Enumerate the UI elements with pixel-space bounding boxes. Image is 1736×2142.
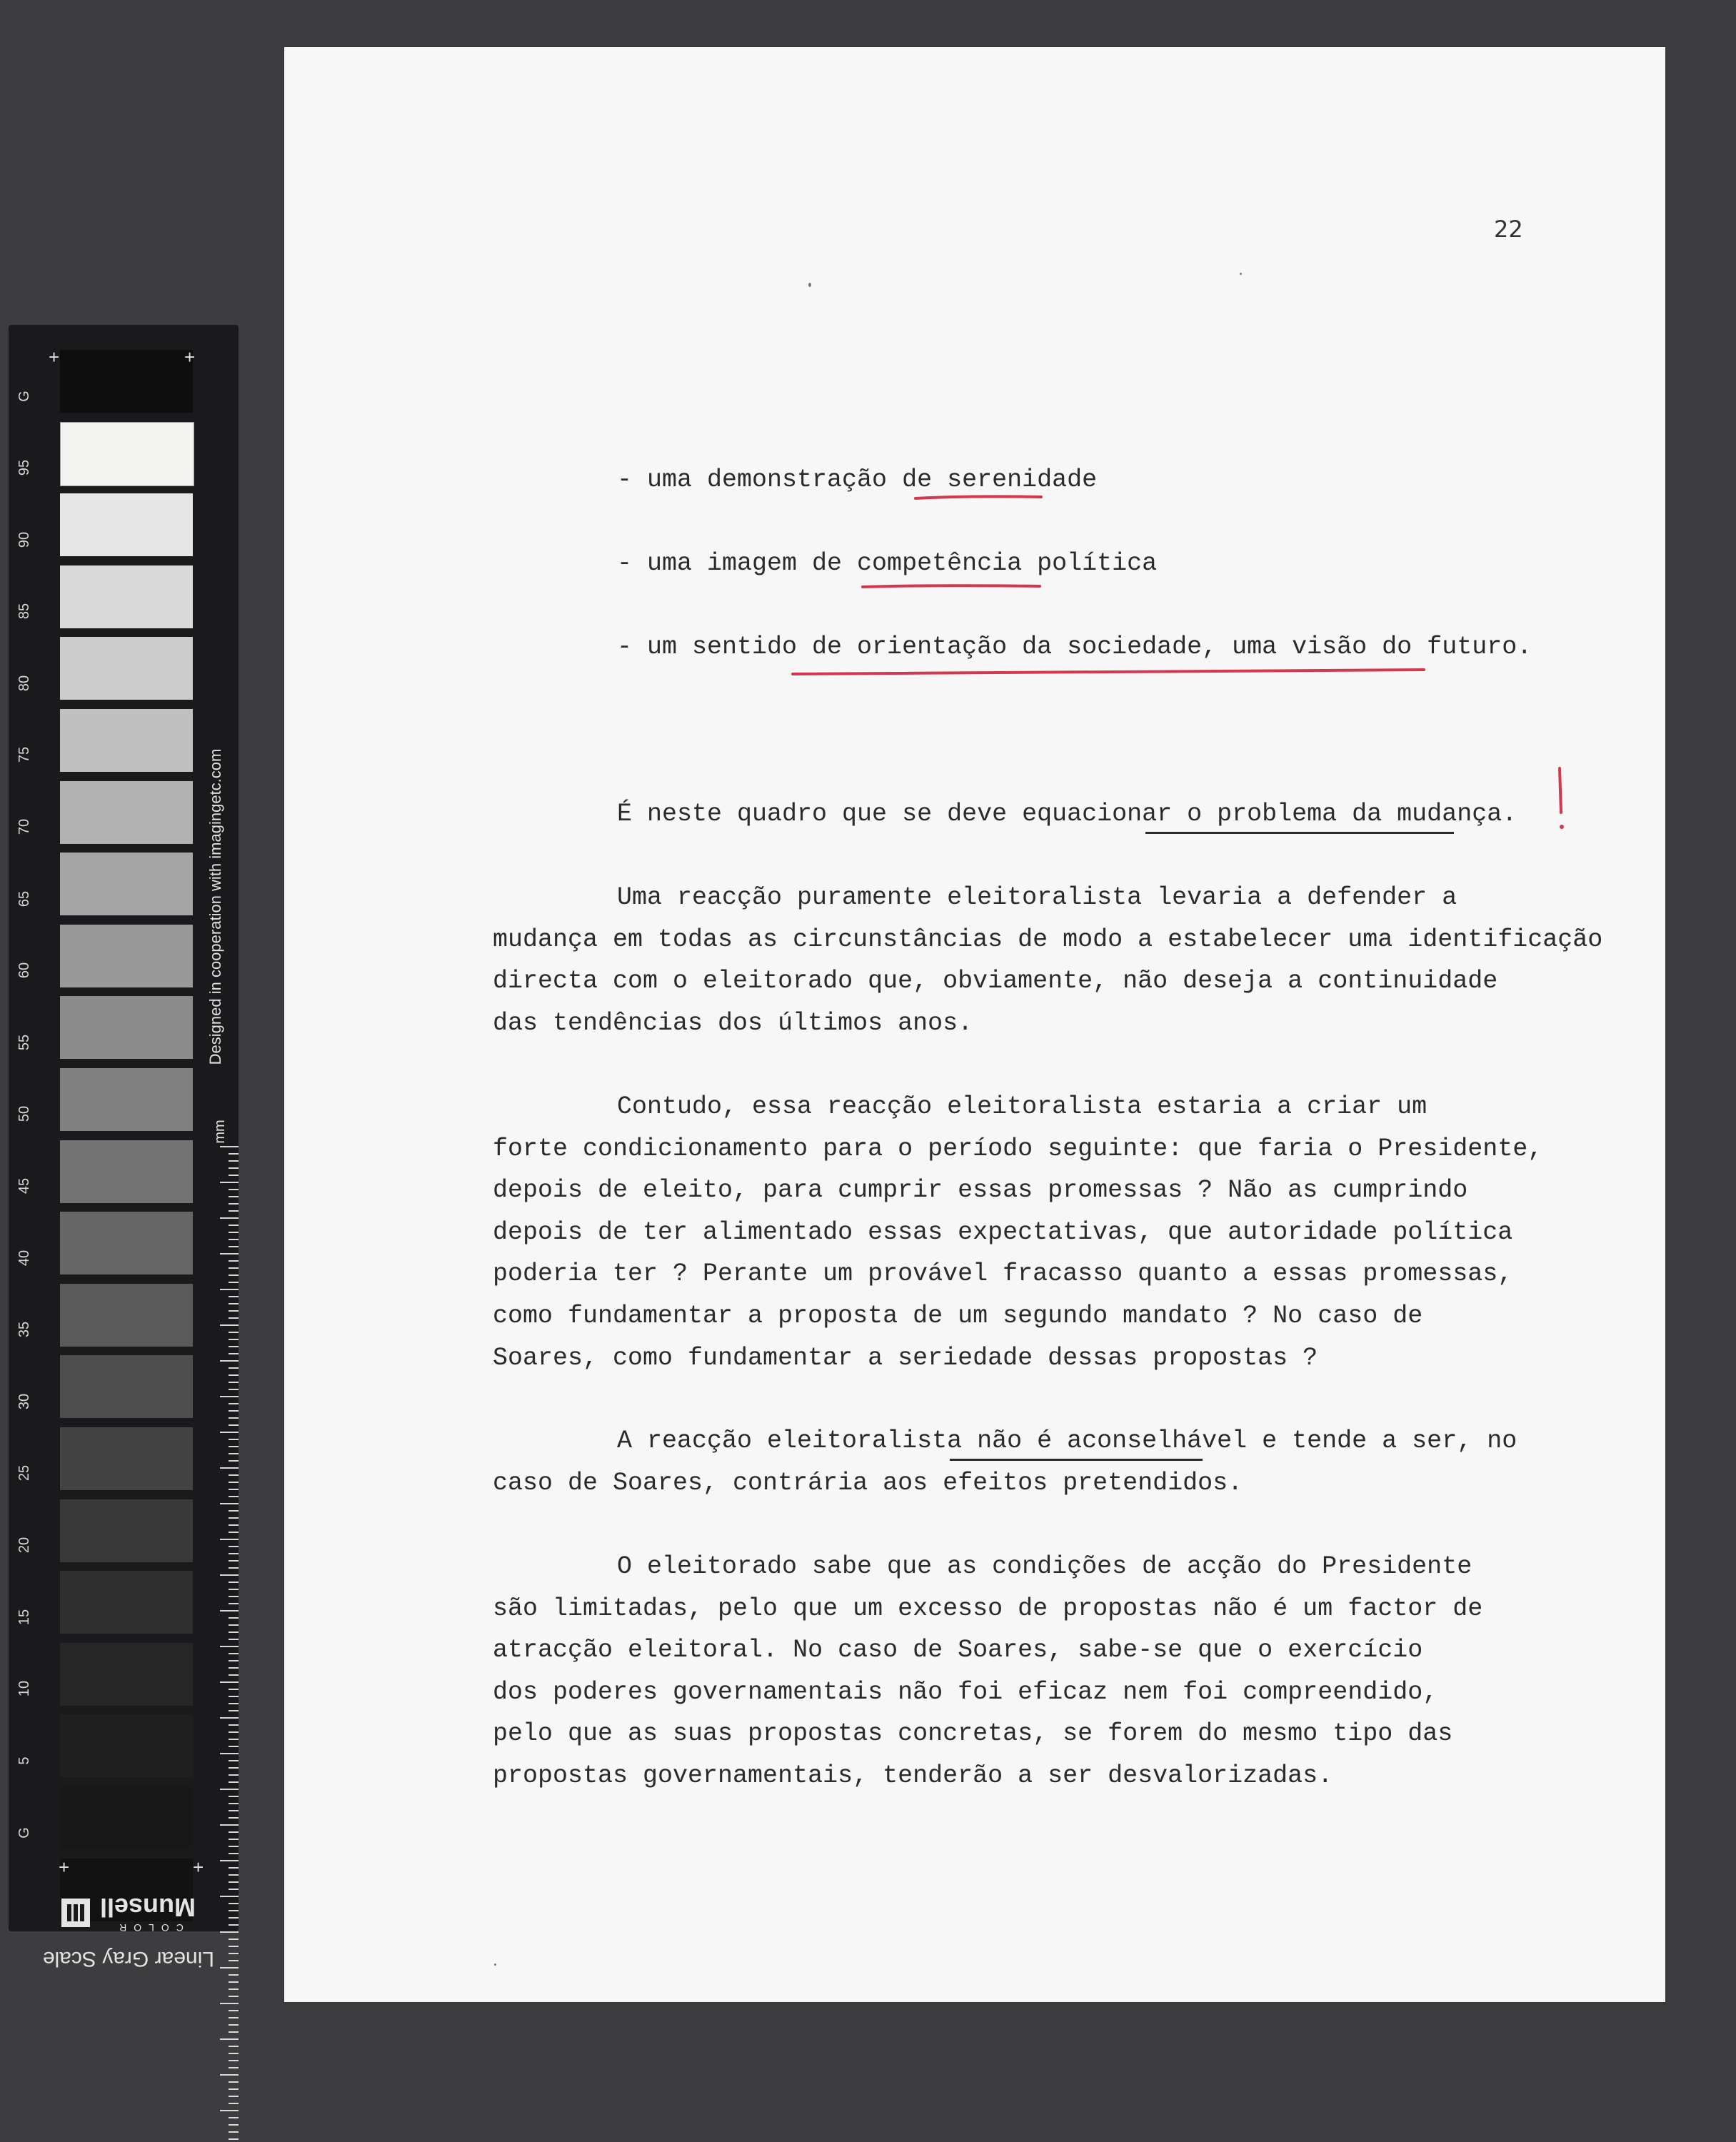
logo-sub: COLOR	[112, 1922, 184, 1934]
paper-speck	[494, 1964, 496, 1966]
mm-ruler-major	[216, 1146, 239, 2142]
scale-bottom-label: G	[16, 1827, 32, 1839]
scale-number: 55	[16, 1034, 32, 1050]
para-line: dos poderes governamentais não foi eficaz nem foi compreendido,	[493, 1678, 1438, 1706]
scale-title: Linear Gray Scale	[42, 1947, 214, 1971]
scale-number: 90	[16, 531, 32, 548]
para-line: poderia ter ? Perante um provável fracasso quanto a essas promessas,	[493, 1259, 1513, 1288]
gray-patch	[60, 1068, 193, 1131]
page-number: 22	[1494, 216, 1523, 243]
scale-top-label: G	[16, 391, 32, 402]
gray-patch	[60, 1355, 193, 1418]
scale-number: 65	[16, 890, 32, 907]
gray-patch	[60, 925, 193, 987]
scale-number: 10	[16, 1681, 32, 1697]
gray-patch	[60, 1212, 193, 1274]
scale-number: 5	[16, 1756, 32, 1765]
scale-number: 75	[16, 747, 32, 763]
scale-number: 50	[16, 1106, 32, 1122]
para-line: das tendências dos últimos anos.	[493, 1009, 973, 1037]
scale-number: 30	[16, 1393, 32, 1409]
paper-speck	[808, 283, 811, 287]
para-line: pelo que as suas propostas concretas, se forem do mesmo tipo das	[493, 1719, 1453, 1748]
scale-number: 60	[16, 962, 32, 979]
bullet-item: - uma imagem de competência política	[617, 549, 1158, 578]
gray-patch	[60, 1571, 193, 1634]
plus-mark: +	[49, 346, 60, 368]
bullet-item: - uma demonstração de serenidade	[617, 466, 1098, 494]
gray-patch	[60, 1714, 193, 1777]
underline	[950, 1459, 1203, 1461]
para-line: Contudo, essa reacção eleitoralista estaria a criar um	[617, 1092, 1428, 1121]
para-line: mudança em todas as circunstâncias de modo a estabelecer uma identificação	[493, 925, 1603, 954]
scale-brand-text: Designed in cooperation with imagingetc.com	[206, 748, 224, 1065]
gray-patch	[60, 422, 194, 486]
scale-number: 25	[16, 1465, 32, 1482]
para-line: Soares, como fundamentar a seriedade dessas propostas ?	[493, 1344, 1318, 1372]
gray-patch	[60, 350, 193, 413]
scale-number: 35	[16, 1322, 32, 1338]
gray-patch	[60, 1427, 193, 1490]
para-line: como fundamentar a proposta de um segundo mandato ? No caso de	[493, 1302, 1423, 1330]
scale-number: 20	[16, 1537, 32, 1554]
para-line: A reacção eleitoralista não é aconselhável e tende a ser, no	[617, 1427, 1517, 1455]
scale-number: 45	[16, 1177, 32, 1195]
gray-patch	[60, 565, 193, 628]
gray-patch	[60, 493, 193, 556]
munsell-icon	[61, 1899, 90, 1927]
scale-number: 95	[16, 459, 32, 476]
gray-patch	[60, 1643, 193, 1706]
plus-mark: +	[193, 1856, 204, 1878]
scale-number: 85	[16, 603, 32, 620]
gray-patch	[60, 709, 193, 772]
gray-patch	[60, 1499, 193, 1562]
paper-speck	[1240, 273, 1242, 275]
para-line: atracção eleitoral. No caso de Soares, sabe-se que o exercício	[493, 1636, 1423, 1664]
para-line: são limitadas, pelo que um excesso de propostas não é um factor de	[493, 1594, 1483, 1623]
gray-patch	[60, 853, 193, 915]
paragraph-quadro: É neste quadro que se deve equacionar o problema da mudança.	[617, 800, 1517, 828]
scale-number: 80	[16, 675, 32, 691]
scale-footer	[43, 1892, 214, 1971]
gray-patch	[60, 1786, 193, 1849]
para-line: forte condicionamento para o período seguinte: que faria o Presidente,	[493, 1135, 1543, 1163]
plus-mark: +	[59, 1856, 70, 1878]
logo-name: Munsell	[100, 1893, 196, 1922]
plus-mark: +	[184, 346, 196, 368]
scale-number: 40	[16, 1250, 32, 1266]
munsell-logo	[43, 1892, 214, 1934]
unit-label: mm	[212, 1120, 228, 1144]
para-line: depois de eleito, para cumprir essas promessas ? Não as cumprindo	[493, 1176, 1468, 1205]
gray-patch	[60, 1284, 193, 1347]
document-page	[284, 47, 1665, 2002]
para-line: propostas governamentais, tenderão a ser desvalorizadas.	[493, 1761, 1333, 1790]
scale-number: 70	[16, 818, 32, 835]
gray-patch	[60, 781, 193, 844]
para-line: O eleitorado sabe que as condições de acção do Presidente	[617, 1552, 1472, 1581]
scale-number: 15	[16, 1609, 32, 1625]
gray-patch	[60, 637, 193, 700]
para-line: Uma reacção puramente eleitoralista levaria a defender a	[617, 883, 1457, 912]
red-pen-annotations	[284, 47, 1665, 2002]
para-line: caso de Soares, contrária aos efeitos pretendidos.	[493, 1469, 1243, 1497]
underline	[1145, 832, 1454, 834]
gray-patch	[60, 996, 193, 1059]
gray-scale-card	[9, 325, 239, 1931]
bullet-item: - um sentido de orientação da sociedade, uma visão do futuro.	[617, 633, 1532, 661]
gray-patch	[60, 1140, 193, 1203]
para-line: depois de ter alimentado essas expectativas, que autoridade política	[493, 1218, 1513, 1247]
para-line: directa com o eleitorado que, obviamente, não deseja a continuidade	[493, 967, 1498, 995]
